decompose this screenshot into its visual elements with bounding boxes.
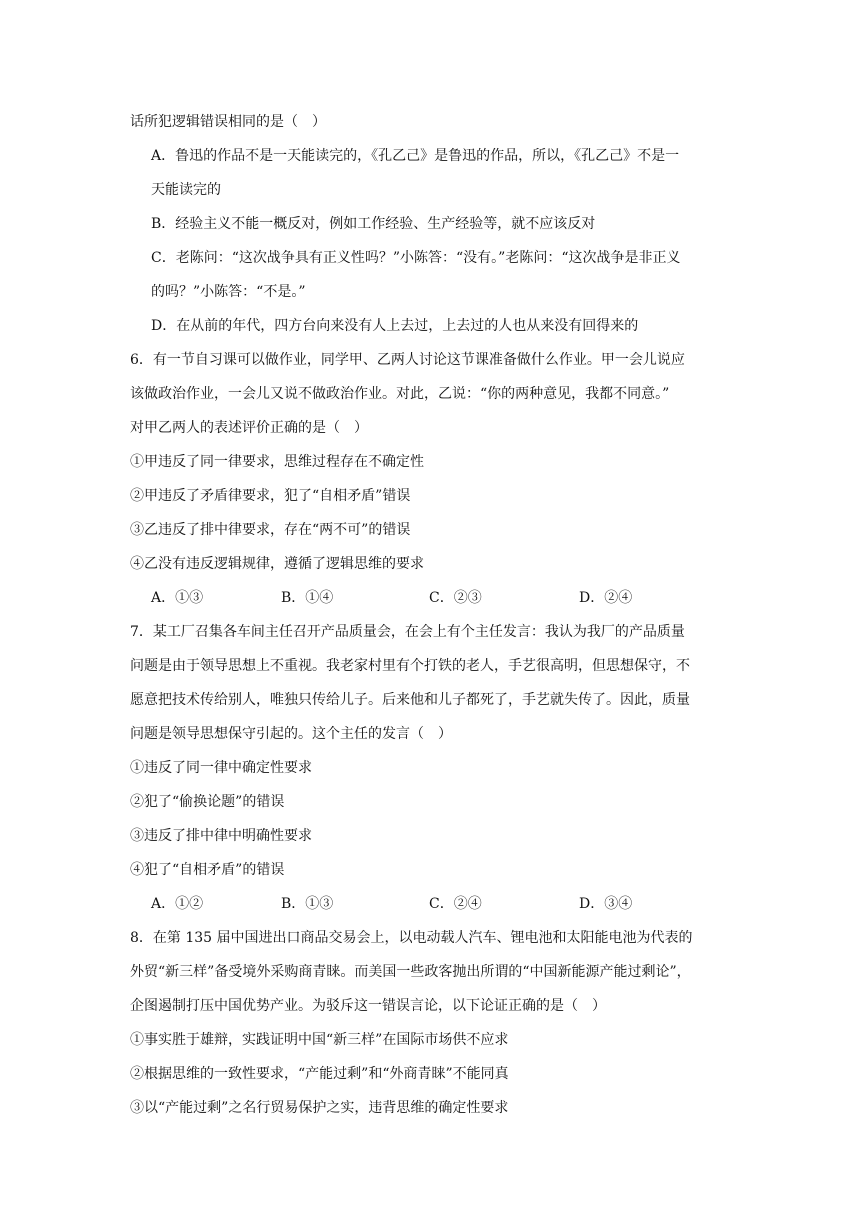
q8-stem-line3: 企图遏制打压中国优势产业。为驳斥这一错误言论，以下论证正确的是（ ） <box>130 998 606 1014</box>
q6-choices <box>151 587 711 609</box>
q7-stem-line1: 7．某工厂召集各车间主任召开产品质量会，在会上有个主任发言：我认为我厂的产品质量 <box>130 624 685 640</box>
q8-statement-2: ②根据思维的一致性要求，“产能过剩”和“外商青睐”不能同真 <box>130 1066 509 1082</box>
q8-statement-3: ③以“产能过剩”之名行贸易保护之实，违背思维的确定性要求 <box>130 1100 509 1116</box>
q6-choice-d: D．②④ <box>579 590 633 606</box>
q7-statement-4: ④犯了“自相矛盾”的错误 <box>130 862 285 878</box>
q7-choice-b: B．①③ <box>281 896 334 912</box>
q6-stem-line3: 对甲乙两人的表述评价正确的是（ ） <box>130 420 368 436</box>
q5-option-a-line1: A．鲁迅的作品不是一天能读完的，《孔乙己》是鲁迅的作品，所以，《孔乙己》不是一 <box>151 148 680 164</box>
q6-statement-1: ①甲违反了同一律要求，思维过程存在不确定性 <box>130 454 424 470</box>
q7-stem-line4: 问题是领导思想保守引起的。这个主任的发言（ ） <box>130 726 452 742</box>
q6-stem-line2: 该做政治作业，一会儿又说不做政治作业。对此，乙说：“你的两种意见，我都不同意。” <box>130 386 670 402</box>
q5-option-b: B．经验主义不能一概反对，例如工作经验、生产经验等，就不应该反对 <box>151 216 596 232</box>
q7-stem-line2: 问题是由于领导思想上不重视。我老家村里有个打铁的老人，手艺很高明，但思想保守，不 <box>130 658 690 674</box>
q5-option-a-line2: 天能读完的 <box>151 182 221 198</box>
q6-statement-3: ③乙违反了排中律要求，存在“两不可”的错误 <box>130 522 411 538</box>
q7-choice-d: D．③④ <box>579 896 633 912</box>
q6-choice-c: C．②③ <box>429 590 482 606</box>
q5-stem-end: 话所犯逻辑错误相同的是（ ） <box>130 114 326 130</box>
q6-statement-2: ②甲违反了矛盾律要求，犯了“自相矛盾”错误 <box>130 488 411 504</box>
q6-stem-line1: 6．有一节自习课可以做作业，同学甲、乙两人讨论这节课准备做什么作业。甲一会儿说应 <box>130 352 685 368</box>
q6-choice-b: B．①④ <box>281 590 334 606</box>
q7-choice-c: C．②④ <box>429 896 482 912</box>
q7-choice-a: A．①② <box>151 896 204 912</box>
q6-choice-a: A．①③ <box>151 590 204 606</box>
q8-stem-line2: 外贸“新三样”备受境外采购商青睐。而美国一些政客抛出所谓的“中国新能源产能过剩论”， <box>130 964 691 980</box>
q8-statement-1: ①事实胜于雄辩，实践证明中国“新三样”在国际市场供不应求 <box>130 1032 509 1048</box>
q8-stem-line1: 8．在第 135 届中国进出口商品交易会上，以电动载人汽车、锂电池和太阳能电池为代表的 <box>130 930 693 946</box>
q6-statement-4: ④乙没有违反逻辑规律，遵循了逻辑思维的要求 <box>130 556 424 572</box>
q7-stem-line3: 愿意把技术传给别人，唯独只传给儿子。后来他和儿子都死了，手艺就失传了。因此，质量 <box>130 692 690 708</box>
q5-option-c-line2: 的吗？”小陈答：“不是。” <box>151 284 306 300</box>
q7-statement-3: ③违反了排中律中明确性要求 <box>130 828 312 844</box>
q7-statement-1: ①违反了同一律中确定性要求 <box>130 760 312 776</box>
q7-choices <box>151 893 711 915</box>
q7-statement-2: ②犯了“偷换论题”的错误 <box>130 794 285 810</box>
q5-option-c-line1: C．老陈问：“这次战争具有正义性吗？”小陈答：“没有。”老陈问：“这次战争是非正义 <box>151 250 681 266</box>
q5-option-d: D．在从前的年代，四方台向来没有人上去过，上去过的人也从来没有回得来的 <box>151 318 639 334</box>
